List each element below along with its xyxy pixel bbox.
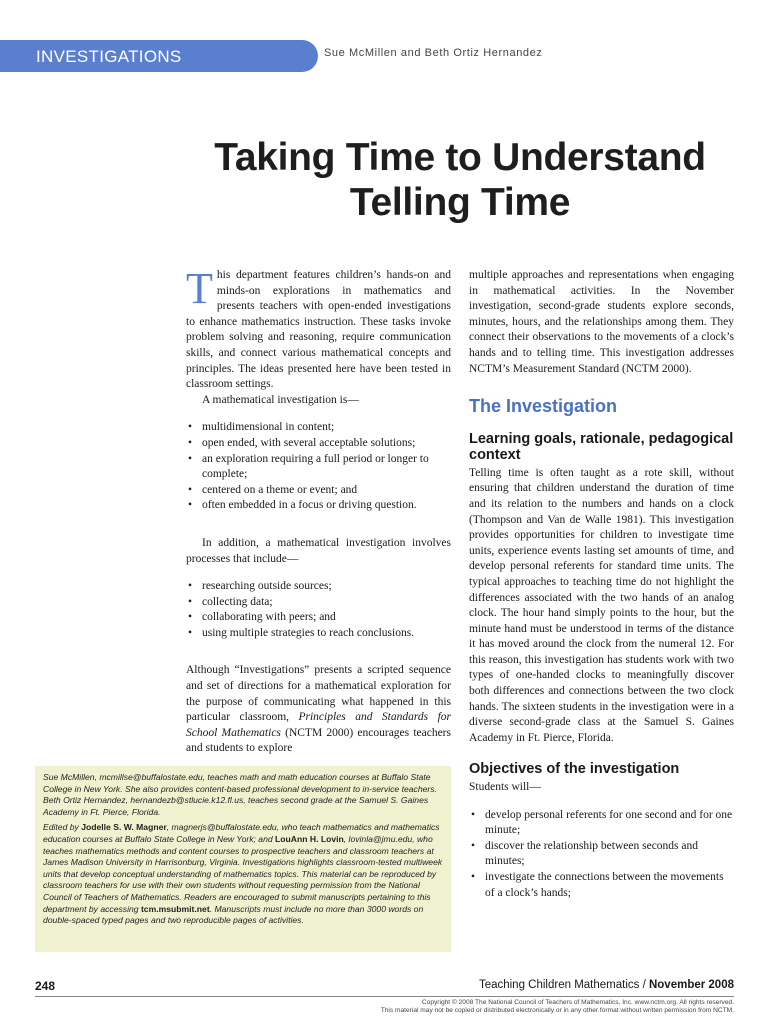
section-tab xyxy=(0,40,318,72)
title-line-1: Taking Time to Understand xyxy=(214,136,706,179)
list-item: • collecting data; xyxy=(202,595,451,611)
intro-text: his department features children’s hands-on and minds-on explorations in mathematics and presents teachers with open-ended investigations to enhance mathematics instruction. These tasks invoke problem solving and reasoning, require communication skills, and connect various mathematical concepts and principles. The ideas presented here have been tested in classroom settings. xyxy=(186,269,451,391)
editor-note: Edited by Jodelle S. W. Magner, magnerjs@buffalostate.edu, who teach mathematics and mathematics education courses at Buffalo State College in New York; and LouAnn H. Lovin, lovinla@jmu.edu, who teaches mathematics methods and content courses to prospective teachers and classroom teachers at James Madison University in Harrisonburg, Virginia. Investigations highlights classroom-tested multiweek units that develop conceptual understanding of mathematics topics. This material can be reproduced by classroom teachers for use with their own students without requesting permission from the National Council of Teachers of Mathematics. Readers are encouraged to submit manuscripts pertaining to this department by accessing tcm.msubmit.net. Manuscripts must include no more than 3000 words on double-spaced typed pages and two reproducible pages of activities. xyxy=(43,822,443,926)
list-item: • collaborating with peers; and xyxy=(202,610,451,626)
heading-objectives: Objectives of the investigation xyxy=(469,761,680,778)
heading-learning-goals: Learning goals, rationale, pedagogical context xyxy=(469,430,734,463)
list-item: • often embedded in a focus or driving question. xyxy=(202,498,451,514)
editor-name: LouAnn H. Lovin xyxy=(275,833,344,844)
editor-name: Jodelle S. W. Magner xyxy=(81,822,167,833)
drop-cap: T xyxy=(186,264,213,313)
heading-investigation: The Investigation xyxy=(469,396,618,417)
list-item: • centered on a theme or event; and xyxy=(202,483,451,499)
processes-paragraph: In addition, a mathematical investigation involves processes that include— xyxy=(186,536,451,565)
list-item: • multidimensional in content; xyxy=(202,420,451,436)
intro-paragraph xyxy=(186,264,451,393)
list-item: • using multiple strategies to reach conclusions. xyxy=(202,626,451,642)
objectives-lead: Students will— xyxy=(469,781,541,794)
list-item: • researching outside sources; xyxy=(202,579,451,595)
issue-date: November 2008 xyxy=(648,979,734,991)
left-column xyxy=(186,264,451,757)
journal-name: Teaching Children Mathematics / November 2008 xyxy=(478,979,734,991)
continuation-paragraph: multiple approaches and representations when engaging in mathematical activities. In the November investigation, second-grade students explore seconds, minutes, hours, and the relationships among them. They connect their observations to the movements of a clock’s hands and to telling time. This investigation addresses NCTM’s Measurement Standard (NCTM 2000). xyxy=(469,269,734,375)
processes-list xyxy=(186,579,451,641)
principles-paragraph: Although “Investigations” presents a scripted sequence and set of directions for a mathematical exploration for the purpose of communicating what happened in this particular classroom, Principles and Standards for School Mathematics (NCTM 2000) encourages teachers and students to explore xyxy=(186,664,451,755)
lead-paragraph: A mathematical investigation is— xyxy=(202,393,359,406)
principles-title: Principles and Standards for School Mathematics xyxy=(186,711,451,739)
author-bio-box xyxy=(35,766,451,952)
learning-goals-paragraph: Telling time is often taught as a rote skill, without ensuring that children understand the duration of time and its relation to the numbers and hands on a clock (Thompson and Van de Walle 1981). This investigation provides opportunities for children to investigate time units, experience events lasting set amounts of time, and develop personal referents for standard time units. The typical approaches to teaching time do not highlight the differences associated with the two hands of an analog clock. The hour hand simply points to the hour, but the minute hand must be understood in terms of the distance it has moved around the clock from the numeral 12. For this reason, this investigation has students work with two types of one-handed clocks to meaningfully discover both differences and connections between the two clock hands. The sixteen students in the investigation were in a diverse second-grade class at the Samuel S. Gaines Academy in Ft. Pierce, Florida. xyxy=(469,466,734,744)
right-column xyxy=(469,268,734,913)
list-item: • investigate the connections between the movements of a clock’s hands; xyxy=(485,870,734,901)
author-bio: Sue McMillen, mcmillse@buffalostate.edu, teaches math and math education courses at Buffalo State College in New York. She also provides content-based professional development to in-service teachers. Beth Ortiz Hernandez, hernandezb@stlucie.k12.fl.us, teaches second grade at the Samuel S. Gaines Academy in Ft. Pierce, Florida. xyxy=(43,772,437,817)
copyright-notice: Copyright © 2008 The National Council of Teachers of Mathematics, Inc. www.nctm.org. All rights reserved. This material may not be copied or distributed electronically or in any other format without written permission from NCTM. xyxy=(380,999,734,1015)
list-item: • develop personal referents for one second and for one minute; xyxy=(485,808,734,839)
submission-site: tcm.msubmit.net xyxy=(140,903,210,914)
list-item: • discover the relationship between seconds and minutes; xyxy=(485,839,734,870)
footer-divider xyxy=(35,996,734,997)
title-line-2: Telling Time xyxy=(349,181,571,224)
investigation-traits-list xyxy=(186,420,451,514)
list-item: • an exploration requiring a full period or longer to complete; xyxy=(202,452,451,483)
section-label: INVESTIGATIONS xyxy=(36,47,182,66)
author-byline: Sue McMillen and Beth Ortiz Hernandez xyxy=(324,47,543,59)
article-title xyxy=(150,135,768,225)
objectives-list xyxy=(469,808,734,902)
page-number: 248 xyxy=(35,979,56,993)
list-item: • open ended, with several acceptable solutions; xyxy=(202,436,451,452)
